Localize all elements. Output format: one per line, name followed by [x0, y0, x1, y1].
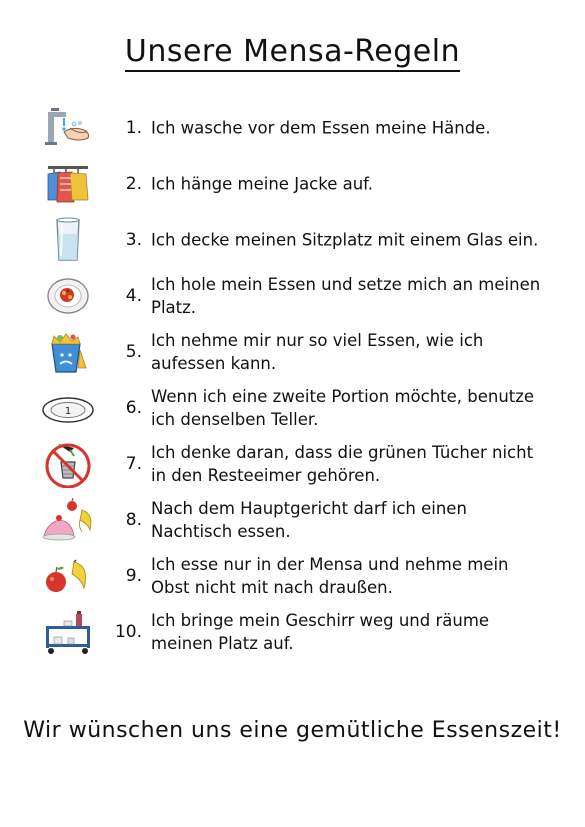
plate-number-one-icon [40, 384, 96, 432]
rule-number: 7. [125, 454, 142, 474]
rule-number: 5. [125, 342, 142, 362]
rule-item-5 [0, 324, 585, 380]
rule-text: Nach dem Hauptgericht darf ich einen Nachtisch essen. [151, 499, 467, 541]
dish-cart-icon [40, 608, 96, 656]
rule-text: Ich decke meinen Sitzplatz mit einem Glas ein. [151, 230, 539, 250]
no-napkins-in-bin-icon [40, 440, 96, 488]
rule-item-3 [0, 212, 585, 268]
plate-with-food-icon [40, 272, 96, 320]
rule-number: 3. [125, 230, 142, 250]
dessert-fruit-icon [40, 496, 96, 544]
rule-item-8 [0, 492, 585, 548]
coat-rack-icon [40, 160, 96, 208]
rule-text: Wenn ich eine zweite Portion möchte, benutze ich denselben Teller. [151, 387, 535, 429]
apple-banana-icon [40, 552, 96, 600]
rule-number: 6. [125, 398, 142, 418]
rule-text: Ich esse nur in der Mensa und nehme mein Obst nicht mit nach draußen. [151, 555, 509, 597]
svg-text:1: 1 [64, 406, 72, 417]
rule-number: 10. [114, 622, 142, 642]
rule-text: Ich bringe mein Geschirr weg und räume meinen Platz auf. [151, 611, 490, 653]
rule-item-1 [0, 100, 585, 156]
rule-item-7 [0, 436, 585, 492]
rule-number: 8. [125, 510, 142, 530]
page-title: Unsere Mensa-Regeln [0, 34, 585, 69]
rule-text: Ich hole mein Essen und setze mich an meinen Platz. [151, 275, 541, 317]
rule-item-6 [0, 380, 585, 436]
rule-number: 2. [125, 174, 142, 194]
rule-number: 4. [125, 286, 142, 306]
glass-icon [40, 216, 96, 264]
rule-item-10 [0, 604, 585, 660]
rule-text: Ich nehme mir nur so viel Essen, wie ich aufessen kann. [151, 331, 484, 373]
rule-text: Ich denke daran, dass die grünen Tücher nicht in den Resteeimer gehören. [151, 443, 534, 485]
washing-hands-icon [40, 104, 96, 152]
rule-item-9 [0, 548, 585, 604]
rule-text: Ich wasche vor dem Essen meine Hände. [151, 118, 491, 138]
rule-number: 1. [125, 118, 142, 138]
rule-item-4 [0, 268, 585, 324]
closing-message: Wir wünschen uns eine gemütliche Essenszeit! [23, 718, 562, 743]
food-waste-bucket-icon [40, 328, 96, 376]
rule-item-2 [0, 156, 585, 212]
rule-number: 9. [125, 566, 142, 586]
rule-text: Ich hänge meine Jacke auf. [151, 174, 374, 194]
